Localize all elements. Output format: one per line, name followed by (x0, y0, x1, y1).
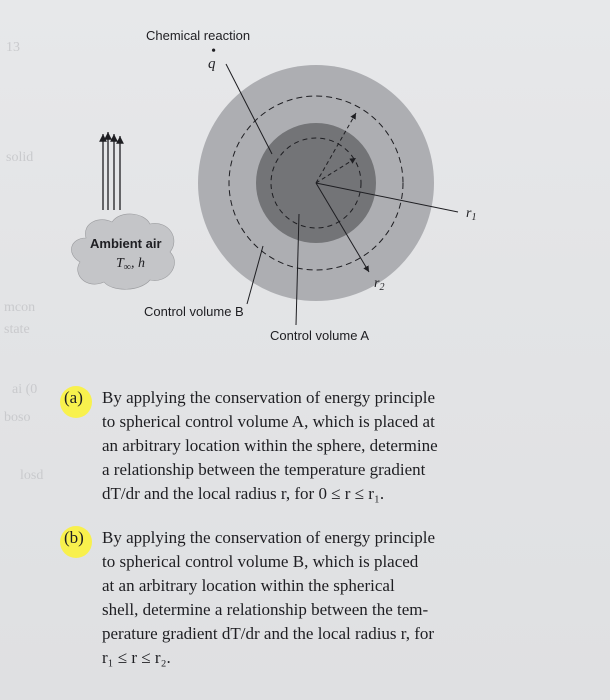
bleed-through-text: losd (20, 468, 44, 483)
bleed-through-text: 13 (6, 40, 20, 55)
heat-flow-arrows (103, 132, 120, 210)
ambient-air-vars: $T_\infty$, h (116, 256, 145, 273)
qdot-label: • q (208, 44, 216, 72)
question-a-line: dT/dr and the local radius r, for 0 ≤ r ≤ r₁. (102, 484, 385, 503)
question-b-line: at an arbitrary location within the spherical (102, 576, 395, 595)
bleed-through-text: ai (0 (12, 382, 38, 397)
question-b (64, 526, 554, 670)
r1-label: $r_1$ (466, 206, 477, 223)
r2-label: $r_2$ (374, 276, 385, 293)
bleed-through-text: mcon (4, 300, 36, 315)
question-a-tag: (a) (64, 388, 83, 407)
bleed-through-text: boso (4, 410, 31, 425)
bleed-through-text: state (4, 322, 30, 337)
ambient-air-label: Ambient air (90, 236, 162, 251)
question-a-line: an arbitrary location within the sphere, determine (102, 436, 438, 455)
question-b-line: perature gradient dT/dr and the local radius r, for (102, 624, 435, 643)
question-b-line: shell, determine a relationship between the tem- (102, 600, 429, 619)
question-b-line: to spherical control volume B, which is placed (102, 552, 419, 571)
ambient-air-cloud (71, 214, 174, 289)
question-b-line: r₁ ≤ r ≤ r₂. (102, 648, 171, 667)
question-a-line: a relationship between the temperature gradient (102, 460, 426, 479)
question-b-tag: (b) (64, 528, 84, 547)
question-a (64, 386, 554, 506)
control-volume-b-label: Control volume B (144, 304, 244, 319)
reaction-label: Chemical reaction (146, 28, 251, 43)
bleed-through-text: solid (6, 150, 34, 165)
control-volume-a-label: Control volume A (270, 328, 369, 343)
question-a-line: By applying the conservation of energy principle (102, 388, 435, 407)
question-a-line: to spherical control volume A, which is placed at (102, 412, 435, 431)
question-b-line: By applying the conservation of energy principle (102, 528, 435, 547)
